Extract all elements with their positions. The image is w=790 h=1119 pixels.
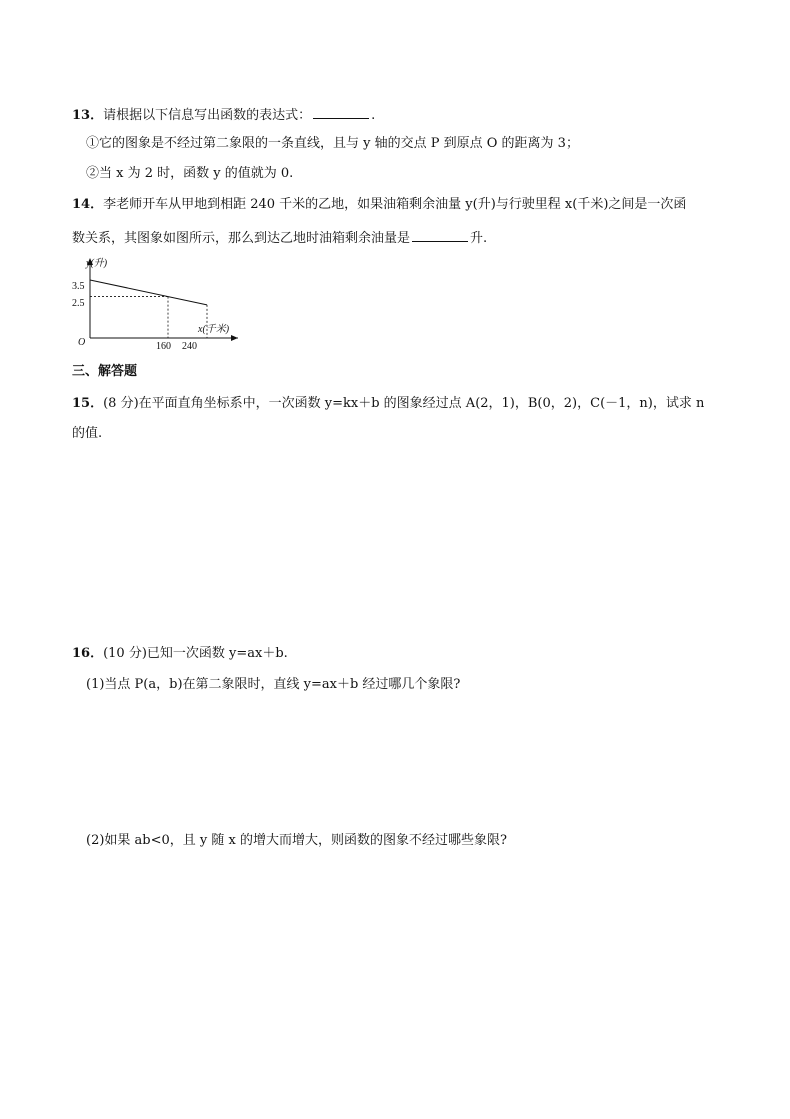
question-number: 13． xyxy=(72,108,104,123)
question-15-line-2: 的值. xyxy=(72,426,103,441)
question-14-line-2 xyxy=(72,227,487,248)
fuel-graph xyxy=(70,254,240,354)
y-tick-label: 2.5 xyxy=(72,298,85,309)
x-tick-label: 240 xyxy=(182,341,197,352)
answer-blank xyxy=(313,104,369,119)
origin-label: O xyxy=(78,337,86,348)
x-tick-label: 160 xyxy=(156,341,171,352)
period: . xyxy=(371,108,376,123)
q13-condition-2: ②当 x 为 2 时，函数 y 的值就为 0. xyxy=(86,166,294,181)
question-stem: (10 分)已知一次函数 y=ax＋b. xyxy=(103,646,288,661)
question-16-part-2: (2)如果 ab<0，且 y 随 x 的增大而增大，则函数的图象不经过哪些象限? xyxy=(86,833,507,848)
question-number: 16． xyxy=(72,646,104,661)
data-line xyxy=(90,280,207,305)
question-13 xyxy=(72,104,375,125)
answer-blank xyxy=(412,227,468,242)
x-axis-label: x(千米) xyxy=(198,324,230,335)
question-text-line-1: (8 分)在平面直角坐标系中，一次函数 y=kx＋b 的图象经过点 A(2，1)，B(0，2)，C(－1，n)，试求 n xyxy=(103,396,705,411)
y-axis-label: y(升) xyxy=(86,258,108,269)
question-14 xyxy=(72,196,686,214)
q13-condition-1: ①它的图象是不经过第二象限的一条直线，且与 y 轴的交点 P 到原点 O 的距离为 3； xyxy=(86,136,579,151)
y-tick-label: 3.5 xyxy=(72,281,85,292)
question-number: 15． xyxy=(72,396,104,411)
question-number: 14． xyxy=(72,197,104,212)
x-axis-arrow-icon xyxy=(231,335,238,341)
unit-text: 升. xyxy=(470,231,488,246)
question-16 xyxy=(72,645,288,663)
section-title: 三、解答题 xyxy=(72,364,138,379)
question-text-line-1: 李老师开车从甲地到相距 240 千米的乙地，如果油箱剩余油量 y(升)与行驶里程 x(千米)之间是一次函 xyxy=(103,197,687,212)
question-15 xyxy=(72,395,704,413)
question-16-part-1: (1)当点 P(a，b)在第二象限时，直线 y=ax＋b 经过哪几个象限? xyxy=(86,677,461,692)
question-stem: 请根据以下信息写出函数的表达式： xyxy=(103,108,312,123)
question-text-line-2: 数关系，其图象如图所示，那么到达乙地时油箱剩余油量是 xyxy=(72,231,411,246)
